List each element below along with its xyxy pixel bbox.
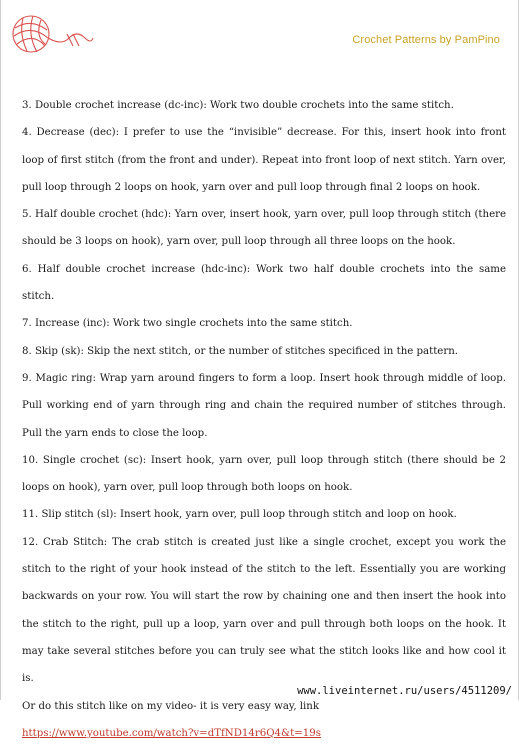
paragraph-item-3: 3. Double crochet increase (dc-inc): Work two double crochets into the same stitch. bbox=[22, 100, 454, 111]
paragraph-video-note: Or do this stitch like on my video- it is very easy way, link bbox=[22, 700, 320, 712]
paragraph-item-4: 4. Decrease (dec): I prefer to use the “invisible” decrease. For this, insert hook into front loop of first stitch (from the front and under). Repeat into front loop of next stitch. Yarn over, pull loop through 2 loops on hook, yarn over and pull loop through final 2 loops on hook. bbox=[22, 127, 506, 193]
paragraph-item-10: 10. Single crochet (sc): Insert hook, yarn over, pull loop through stitch (there should be 2 loops on hook), yarn over, pull loop through both loops on hook. bbox=[22, 454, 506, 494]
paragraph-item-12: 12. Crab Stitch: The crab stitch is created just like a single crochet, except you work the stitch to the right of your hook instead of the stitch to the left. Essentially you are working backwards on your row. You will start the row by chaining one and then insert the hook into the stitch to the right, pull up a loop, yarn over and pull through both loops on the hook. It may take several stitches before you can truly see what the stitch looks like and how cool it is. bbox=[22, 536, 506, 685]
paragraph-item-7: 7. Increase (inc): Work two single crochets into the same stitch. bbox=[22, 318, 353, 330]
video-link-line bbox=[22, 720, 506, 747]
watermark: www.liveinternet.ru/users/4511209/ bbox=[297, 685, 512, 697]
paragraph-item-11: 11. Slip stitch (sl): Insert hook, yarn over, pull loop through stitch and loop on hook. bbox=[22, 509, 457, 521]
youtube-link[interactable]: https://www.youtube.com/watch?v=dTfND14r6Q4&t=19s bbox=[22, 727, 321, 739]
header-brand: Crochet Patterns by PamPino bbox=[352, 34, 500, 46]
paragraph-item-9: 9. Magic ring: Wrap yarn around fingers to form a loop. Insert hook through middle of loop. Pull working end of yarn through ring and chain the required number of stitches through. Pull the yarn ends to close the loop. bbox=[22, 372, 506, 439]
document-body bbox=[22, 92, 506, 747]
paragraph-item-8: 8. Skip (sk): Skip the next stitch, or the number of stitches specificed in the pattern. bbox=[22, 345, 459, 357]
paragraph-item-6: 6. Half double crochet increase (hdc-inc): Work two half double crochets into the same stitch. bbox=[22, 263, 506, 303]
paragraph-item-5: 5. Half double crochet (hdc): Yarn over, insert hook, yarn over, pull loop through stitch (there should be 3 loops on hook), yarn over, pull loop through all three loops on the hook. bbox=[22, 209, 506, 248]
yarn-ball-logo-icon bbox=[7, 8, 95, 60]
